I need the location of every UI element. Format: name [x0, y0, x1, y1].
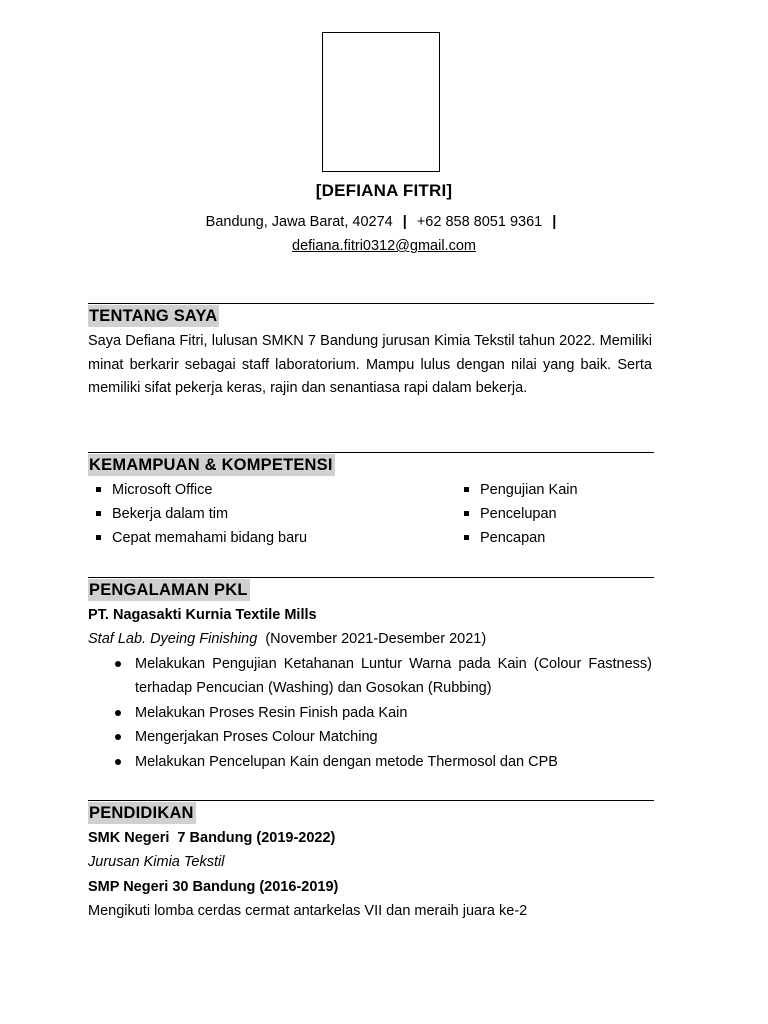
- list-item: Melakukan Pencelupan Kain dengan metode Thermosol dan CPB: [108, 750, 652, 774]
- section-heading: KEMAMPUAN & KOMPETENSI: [89, 456, 333, 474]
- section-heading: PENDIDIKAN: [89, 804, 194, 822]
- school-2: SMP Negeri 30 Bandung (2016-2019): [88, 879, 339, 895]
- school-2-note: Mengikuti lomba cerdas cermat antarkelas VII dan meraih juara ke-2: [88, 903, 528, 919]
- section-divider: [88, 303, 654, 304]
- list-item: Melakukan Pengujian Ketahanan Luntur Warna pada Kain (Colour Fastness) terhadap Pencucian (Washing) dan Gosokan (Rubbing): [108, 652, 652, 700]
- task-list: [108, 652, 652, 774]
- section-heading: TENTANG SAYA: [89, 307, 218, 325]
- list-item: Pengujian Kain: [456, 478, 578, 502]
- list-item: Mengerjakan Proses Colour Matching: [108, 725, 652, 749]
- candidate-name: [DEFIANA FITRI]: [315, 181, 453, 200]
- major-1: [88, 850, 224, 874]
- section-heading: PENGALAMAN PKL: [89, 581, 248, 599]
- section-divider: [88, 452, 654, 453]
- email-link[interactable]: defiana.fitri0312@gmail.com: [292, 238, 476, 254]
- phone: +62 858 8051 9361: [416, 214, 543, 230]
- school-1: SMK Negeri 7 Bandung (2019-2022): [88, 830, 336, 846]
- list-item: Pencapan: [456, 526, 578, 550]
- list-item: Melakukan Proses Resin Finish pada Kain: [108, 701, 652, 725]
- contact-info: [0, 210, 768, 258]
- role-line: [88, 627, 486, 651]
- list-item: Microsoft Office: [88, 478, 307, 502]
- section-divider: [88, 577, 654, 578]
- separator: |: [552, 214, 557, 230]
- list-item: Pencelupan: [456, 502, 578, 526]
- list-item: Bekerja dalam tim: [88, 502, 307, 526]
- address: Bandung, Jawa Barat, 40274: [205, 214, 393, 230]
- company-name: PT. Nagasakti Kurnia Textile Mills: [88, 607, 317, 623]
- separator: |: [402, 214, 407, 230]
- role-period: (November 2021-Desember 2021): [265, 631, 487, 647]
- section-divider: [88, 800, 654, 801]
- about-text: Saya Defiana Fitri, lulusan SMKN 7 Bandung jurusan Kimia Tekstil tahun 2022. Memiliki minat berkarir sebagai staff laboratorium. Mampu lulus dengan nilai yang baik. Serta memiliki sifat pekerja keras, rajin dan senantiasa rapi dalam bekerja.: [88, 333, 652, 396]
- skills-list-right: [456, 478, 578, 550]
- skills-list-left: [88, 478, 307, 550]
- list-item: Cepat memahami bidang baru: [88, 526, 307, 550]
- photo-placeholder: [322, 32, 440, 172]
- major-1-text: Jurusan Kimia Tekstil: [88, 854, 225, 870]
- role-title: Staf Lab. Dyeing Finishing: [88, 631, 258, 647]
